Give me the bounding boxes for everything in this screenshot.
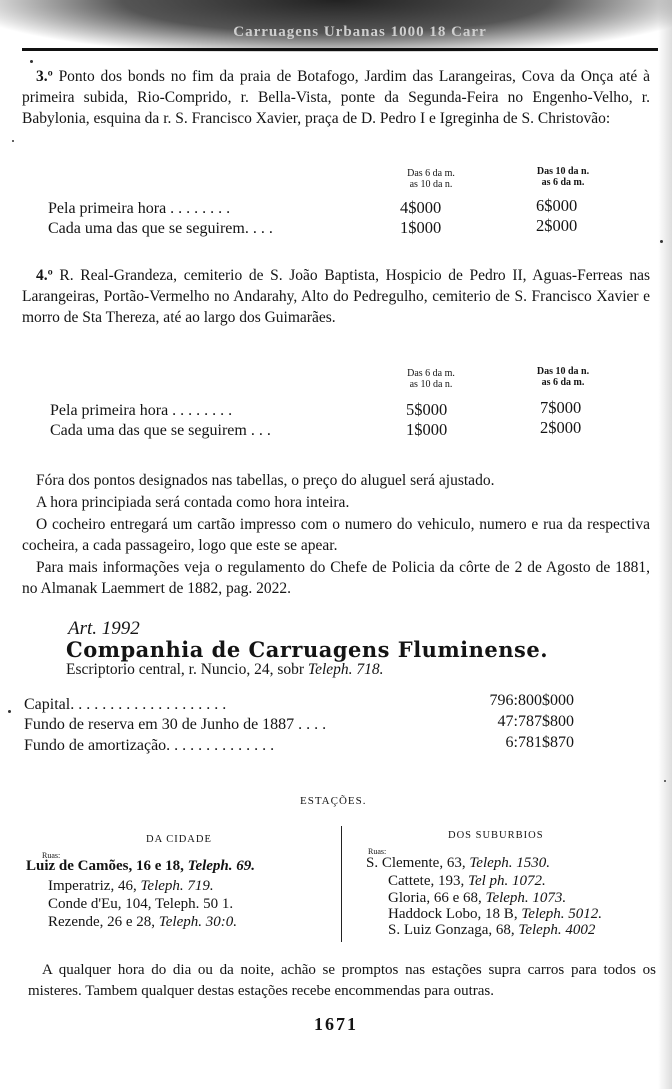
suburb-station-teleph: Teleph. 4002 bbox=[518, 922, 596, 938]
table1-row1-label: Pela primeira hora . . . . . . . . bbox=[48, 200, 231, 217]
city-station-teleph: Teleph. 719. bbox=[140, 878, 214, 894]
city-column-title: DA CIDADE bbox=[146, 834, 212, 845]
fin-capital-value: 796:800$000 bbox=[489, 692, 574, 709]
fin-reserve-label: Fundo de reserva em 30 de Junho de 1887 . . . . bbox=[24, 716, 327, 733]
article-number: Art. 1992 bbox=[68, 618, 140, 639]
running-title: Carruagens Urbanas 1000 18 Carr bbox=[233, 24, 487, 40]
section-4-number: 4.º bbox=[36, 267, 53, 284]
table2-row2-label: Cada uma das que se seguirem . . . bbox=[50, 422, 271, 439]
note-1: Fóra dos pontos designados nas tabellas, o preço do aluguel será ajustado. bbox=[36, 472, 495, 489]
table1-row1-value2: 6$000 bbox=[536, 196, 578, 215]
suburb-station-address: S. Luiz Gonzaga, 68, bbox=[388, 922, 515, 938]
table1-col1-head-line1: Das 6 da m. bbox=[407, 168, 455, 179]
table2-row1-value2: 7$000 bbox=[540, 398, 582, 417]
suburb-station-address: S. Clemente, 63, bbox=[366, 855, 466, 871]
note-3: O cocheiro entregará um cartão impresso com o numero do vehiculo, numero e rua da respectiva cocheira, a cada passageiro, logo que este se apear. bbox=[22, 516, 650, 555]
table1-col2-head-line1: Das 10 da n. bbox=[536, 166, 590, 177]
suburbs-ruas-label: Ruas: bbox=[368, 847, 387, 856]
section-4-paragraph bbox=[22, 265, 650, 329]
table1-row2-value1: 1$000 bbox=[400, 218, 442, 237]
suburb-station-teleph: Tel ph. 1072. bbox=[467, 873, 546, 889]
suburb-station bbox=[388, 873, 546, 890]
city-station-address: Rezende, 26 e 28, bbox=[48, 914, 156, 930]
stations-title: ESTAÇÕES. bbox=[300, 795, 367, 807]
city-station-address: Conde d'Eu, 104, Teleph. 50 bbox=[48, 896, 219, 912]
table2-col2-head-line2: as 6 da m. bbox=[541, 377, 585, 388]
ink-speck bbox=[8, 710, 11, 713]
central-office bbox=[66, 661, 384, 679]
suburb-station-teleph: Teleph. 5012. bbox=[521, 906, 603, 922]
city-station bbox=[48, 878, 214, 895]
right-edge-shadow bbox=[658, 0, 672, 1089]
suburb-station-address: Haddock Lobo, 18 B, bbox=[388, 906, 518, 922]
note-2: A hora principiada será contada como hora inteira. bbox=[36, 494, 350, 511]
table2-row1-value1: 5$000 bbox=[406, 400, 448, 419]
table2-col1-head-line2: as 10 da n. bbox=[409, 379, 453, 390]
section-3-number: 3.º bbox=[36, 68, 53, 85]
fin-amortization-value: 6:781$870 bbox=[505, 734, 574, 751]
table2-col2-head bbox=[518, 366, 608, 388]
fin-capital-label: Capital. . . . . . . . . . . . . . . . . . . . bbox=[24, 696, 227, 713]
city-station bbox=[48, 896, 233, 913]
table2-row2-value2: 2$000 bbox=[540, 418, 582, 437]
office-teleph: Teleph. 718. bbox=[307, 661, 384, 678]
table2-col2-head-line1: Das 10 da n. bbox=[536, 366, 590, 377]
suburb-station-address: Gloria, 66 e 68, bbox=[388, 890, 482, 906]
suburb-station-teleph: Teleph. 1073. bbox=[485, 890, 567, 906]
suburb-station bbox=[366, 855, 550, 872]
table1-col2-head-line2: as 6 da m. bbox=[541, 177, 585, 188]
closing-paragraph: A qualquer hora do dia ou da noite, achão se promptos nas estações supra carros para todos os misteres. Tambem qualquer destas estações recebe encommendas para outras. bbox=[28, 962, 656, 999]
header-rule bbox=[22, 48, 658, 51]
column-divider bbox=[341, 826, 342, 942]
suburb-station bbox=[388, 922, 595, 939]
section-3-paragraph bbox=[22, 66, 650, 130]
page-header bbox=[0, 0, 672, 52]
city-station-address: Imperatriz, 46, bbox=[48, 878, 137, 894]
table1-col1-head-line2: as 10 da n. bbox=[409, 179, 453, 190]
city-station-teleph: Teleph. 30:0. bbox=[158, 914, 237, 930]
table2-col1-head bbox=[386, 368, 476, 390]
table1-row2-value2: 2$000 bbox=[536, 216, 578, 235]
suburb-station bbox=[388, 906, 602, 923]
city-station-teleph: Teleph. 69. bbox=[187, 858, 256, 874]
table2-row2-value1: 1$000 bbox=[406, 420, 448, 439]
city-station-teleph: 1. bbox=[221, 896, 234, 912]
suburb-station bbox=[388, 890, 566, 907]
suburb-station-teleph: Teleph. 1530. bbox=[469, 855, 551, 871]
note-4: Para mais informações veja o regulamento do Chefe de Policia da côrte de 2 de Agosto de 1881, no Almanak Laemmert de 1882, pag. 2022. bbox=[22, 559, 650, 598]
city-station bbox=[26, 858, 255, 875]
suburb-station-address: Cattete, 193, bbox=[388, 873, 465, 889]
company-name: Companhia de Carruagens Fluminense. bbox=[66, 637, 549, 662]
table2-row1-label: Pela primeira hora . . . . . . . . bbox=[50, 402, 233, 419]
office-address: Escriptorio central, r. Nuncio, 24, sobr bbox=[66, 661, 305, 678]
table2-col1-head-line1: Das 6 da m. bbox=[407, 368, 455, 379]
section-3-text: Ponto dos bonds no fim da praia de Botafogo, Jardim das Larangeiras, Cova da Onça até à primeira subida, Rio-Comprido, r. Bella-Vista, ponte da Segunda-Feira no Engenho-Velho, r. Babylonia, esquina da r. S. Francisco Xavier, praça de D. Pedro I e Igreginha de S. Christovão: bbox=[22, 68, 650, 128]
table1-col2-head bbox=[518, 166, 608, 188]
city-station bbox=[48, 914, 237, 931]
suburbs-column-title: DOS SUBURBIOS bbox=[448, 830, 544, 841]
table1-col1-head bbox=[386, 168, 476, 190]
city-station-address: Luiz de Camões, 16 e 18, bbox=[26, 858, 184, 874]
page-number: 1671 bbox=[314, 1014, 358, 1034]
section-4-text: R. Real-Grandeza, cemiterio de S. João Baptista, Hospicio de Pedro II, Aguas-Ferreas nas Larangeiras, Portão-Vermelho no Andarahy, Alto do Pedregulho, cemiterio de S. Francisco Xavier e morro de Sta Thereza, até ao largo dos Guimarães. bbox=[22, 267, 650, 327]
ink-speck bbox=[30, 60, 33, 63]
fin-reserve-value: 47:787$800 bbox=[497, 713, 574, 730]
table1-row2-label: Cada uma das que se seguirem. . . . bbox=[48, 220, 273, 237]
ink-speck bbox=[12, 140, 14, 142]
fin-amortization-label: Fundo de amortização. . . . . . . . . . . . . . bbox=[24, 737, 275, 754]
table1-row1-value1: 4$000 bbox=[400, 198, 442, 217]
city-ruas-label: Ruas: bbox=[42, 851, 61, 860]
